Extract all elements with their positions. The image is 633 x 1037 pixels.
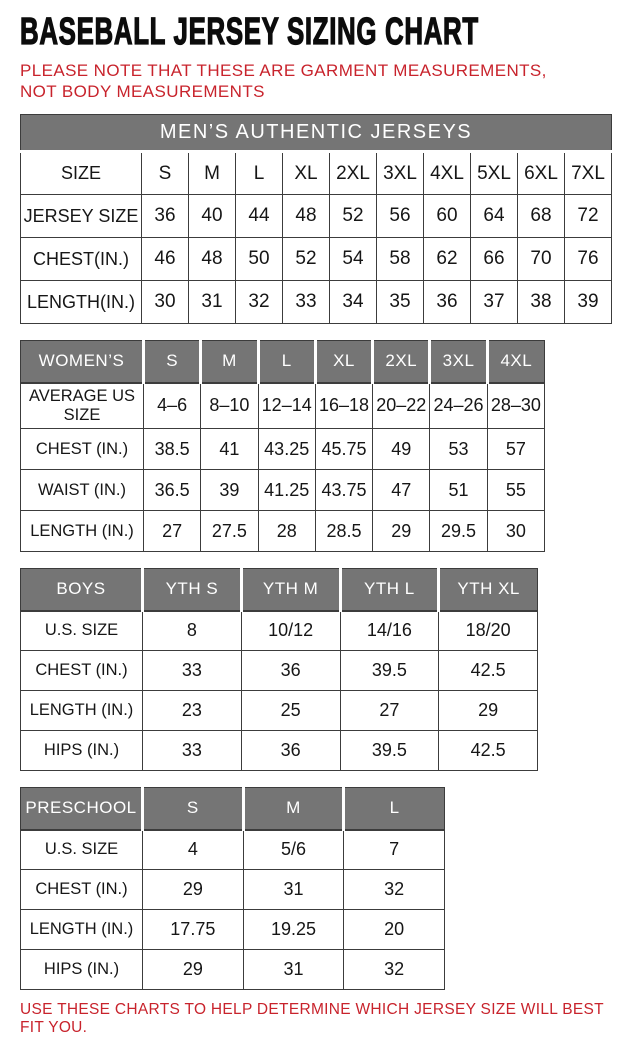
data-cell: 28.5: [315, 511, 372, 552]
boys-jerseys: [20, 568, 538, 771]
data-cell: 38: [518, 281, 565, 324]
column-header: YTH L: [340, 569, 439, 611]
data-cell: 50: [236, 238, 283, 281]
data-cell: 18/20: [439, 611, 538, 651]
column-header: M: [243, 788, 344, 830]
table-banner: MEN’S AUTHENTIC JERSEYS: [21, 115, 612, 152]
data-cell: 36: [424, 281, 471, 324]
row-label: WAIST (IN.): [21, 470, 144, 511]
data-cell: 29.5: [430, 511, 487, 552]
data-cell: 39: [565, 281, 612, 324]
column-header: 3XL: [377, 152, 424, 195]
data-cell: 24–26: [430, 383, 487, 429]
data-cell: 41.25: [258, 470, 315, 511]
data-cell: 39: [201, 470, 258, 511]
column-header: 3XL: [430, 341, 487, 383]
row-label: U.S. SIZE: [21, 611, 143, 651]
row-label: CHEST(IN.): [21, 238, 142, 281]
data-cell: 38.5: [144, 429, 201, 470]
row-label: HIPS (IN.): [21, 731, 143, 771]
data-cell: 54: [330, 238, 377, 281]
data-cell: 46: [142, 238, 189, 281]
row-label: U.S. SIZE: [21, 830, 143, 870]
data-cell: 7: [344, 830, 445, 870]
data-cell: 57: [487, 429, 544, 470]
data-cell: 64: [471, 195, 518, 238]
row-label: LENGTH (IN.): [21, 691, 143, 731]
data-cell: 35: [377, 281, 424, 324]
column-header: XL: [315, 341, 372, 383]
data-cell: 49: [373, 429, 430, 470]
row-label: CHEST (IN.): [21, 870, 143, 910]
data-cell: 40: [189, 195, 236, 238]
data-cell: 56: [377, 195, 424, 238]
preschool-jerseys: [20, 787, 445, 990]
column-header: L: [236, 152, 283, 195]
column-header: 2XL: [330, 152, 377, 195]
data-cell: 45.75: [315, 429, 372, 470]
row-label: JERSEY SIZE: [21, 195, 142, 238]
mens-authentic-jerseys: [20, 114, 612, 324]
data-cell: 39.5: [340, 731, 439, 771]
data-cell: 60: [424, 195, 471, 238]
data-cell: 58: [377, 238, 424, 281]
data-cell: 8–10: [201, 383, 258, 429]
data-cell: 44: [236, 195, 283, 238]
data-cell: 27: [340, 691, 439, 731]
data-cell: 32: [344, 950, 445, 990]
column-header: 4XL: [487, 341, 544, 383]
data-cell: 30: [142, 281, 189, 324]
data-cell: 34: [330, 281, 377, 324]
data-cell: 23: [143, 691, 242, 731]
data-cell: 30: [487, 511, 544, 552]
row-label: AVERAGE US SIZE: [21, 383, 144, 429]
column-header: YTH M: [241, 569, 340, 611]
data-cell: 28–30: [487, 383, 544, 429]
data-cell: 42.5: [439, 731, 538, 771]
data-cell: 41: [201, 429, 258, 470]
data-cell: 20–22: [373, 383, 430, 429]
data-cell: 31: [243, 950, 344, 990]
data-cell: 48: [283, 195, 330, 238]
data-cell: 27: [144, 511, 201, 552]
data-cell: 10/12: [241, 611, 340, 651]
data-cell: 62: [424, 238, 471, 281]
data-cell: 16–18: [315, 383, 372, 429]
data-cell: 32: [344, 870, 445, 910]
column-header: 5XL: [471, 152, 518, 195]
header-group-label: WOMEN’S: [21, 341, 144, 383]
data-cell: 76: [565, 238, 612, 281]
data-cell: 42.5: [439, 651, 538, 691]
row-label: CHEST (IN.): [21, 651, 143, 691]
column-header: L: [344, 788, 445, 830]
column-header: YTH S: [143, 569, 242, 611]
page-title: BASEBALL JERSEY SIZING CHART: [20, 11, 479, 53]
data-cell: 48: [189, 238, 236, 281]
header-group-label: PRESCHOOL: [21, 788, 143, 830]
column-header: L: [258, 341, 315, 383]
data-cell: 53: [430, 429, 487, 470]
data-cell: 29: [143, 870, 244, 910]
header-group-label: SIZE: [21, 152, 142, 195]
data-cell: 31: [189, 281, 236, 324]
data-cell: 52: [330, 195, 377, 238]
data-cell: 4: [143, 830, 244, 870]
column-header: 7XL: [565, 152, 612, 195]
column-header: XL: [283, 152, 330, 195]
column-header: 4XL: [424, 152, 471, 195]
data-cell: 52: [283, 238, 330, 281]
data-cell: 29: [373, 511, 430, 552]
row-label: HIPS (IN.): [21, 950, 143, 990]
data-cell: 43.75: [315, 470, 372, 511]
data-cell: 17.75: [143, 910, 244, 950]
column-header: M: [201, 341, 258, 383]
data-cell: 25: [241, 691, 340, 731]
mens-sizing-table: [20, 114, 613, 324]
data-cell: 36: [142, 195, 189, 238]
row-label: LENGTH (IN.): [21, 511, 144, 552]
column-header: M: [189, 152, 236, 195]
data-cell: 39.5: [340, 651, 439, 691]
column-header: S: [144, 341, 201, 383]
row-label: LENGTH(IN.): [21, 281, 142, 324]
data-cell: 55: [487, 470, 544, 511]
boys-sizing-table: [20, 568, 613, 771]
data-cell: 5/6: [243, 830, 344, 870]
data-cell: 68: [518, 195, 565, 238]
data-cell: 8: [143, 611, 242, 651]
data-cell: 28: [258, 511, 315, 552]
data-cell: 47: [373, 470, 430, 511]
data-cell: 14/16: [340, 611, 439, 651]
data-cell: 51: [430, 470, 487, 511]
row-label: CHEST (IN.): [21, 429, 144, 470]
data-cell: 32: [236, 281, 283, 324]
data-cell: 70: [518, 238, 565, 281]
data-cell: 12–14: [258, 383, 315, 429]
data-cell: 29: [439, 691, 538, 731]
womens-sizing-table: [20, 340, 613, 552]
data-cell: 36: [241, 731, 340, 771]
data-cell: 31: [243, 870, 344, 910]
data-cell: 36.5: [144, 470, 201, 511]
column-header: 2XL: [373, 341, 430, 383]
column-header: S: [143, 788, 244, 830]
column-header: 6XL: [518, 152, 565, 195]
data-cell: 33: [143, 731, 242, 771]
data-cell: 4–6: [144, 383, 201, 429]
data-cell: 72: [565, 195, 612, 238]
data-cell: 20: [344, 910, 445, 950]
row-label: LENGTH (IN.): [21, 910, 143, 950]
preschool-sizing-table: [20, 787, 613, 990]
column-header: YTH XL: [439, 569, 538, 611]
data-cell: 33: [283, 281, 330, 324]
fit-advice-note: USE THESE CHARTS TO HELP DETERMINE WHICH JERSEY SIZE WILL BEST FIT YOU.: [20, 1001, 604, 1037]
header-group-label: BOYS: [21, 569, 143, 611]
data-cell: 37: [471, 281, 518, 324]
data-cell: 36: [241, 651, 340, 691]
womens-jerseys: [20, 340, 545, 552]
data-cell: 29: [143, 950, 244, 990]
data-cell: 33: [143, 651, 242, 691]
column-header: S: [142, 152, 189, 195]
garment-measurements-note: PLEASE NOTE THAT THESE ARE GARMENT MEASUREMENTS, NOT BODY MEASUREMENTS: [20, 60, 547, 102]
data-cell: 43.25: [258, 429, 315, 470]
data-cell: 19.25: [243, 910, 344, 950]
data-cell: 66: [471, 238, 518, 281]
data-cell: 27.5: [201, 511, 258, 552]
